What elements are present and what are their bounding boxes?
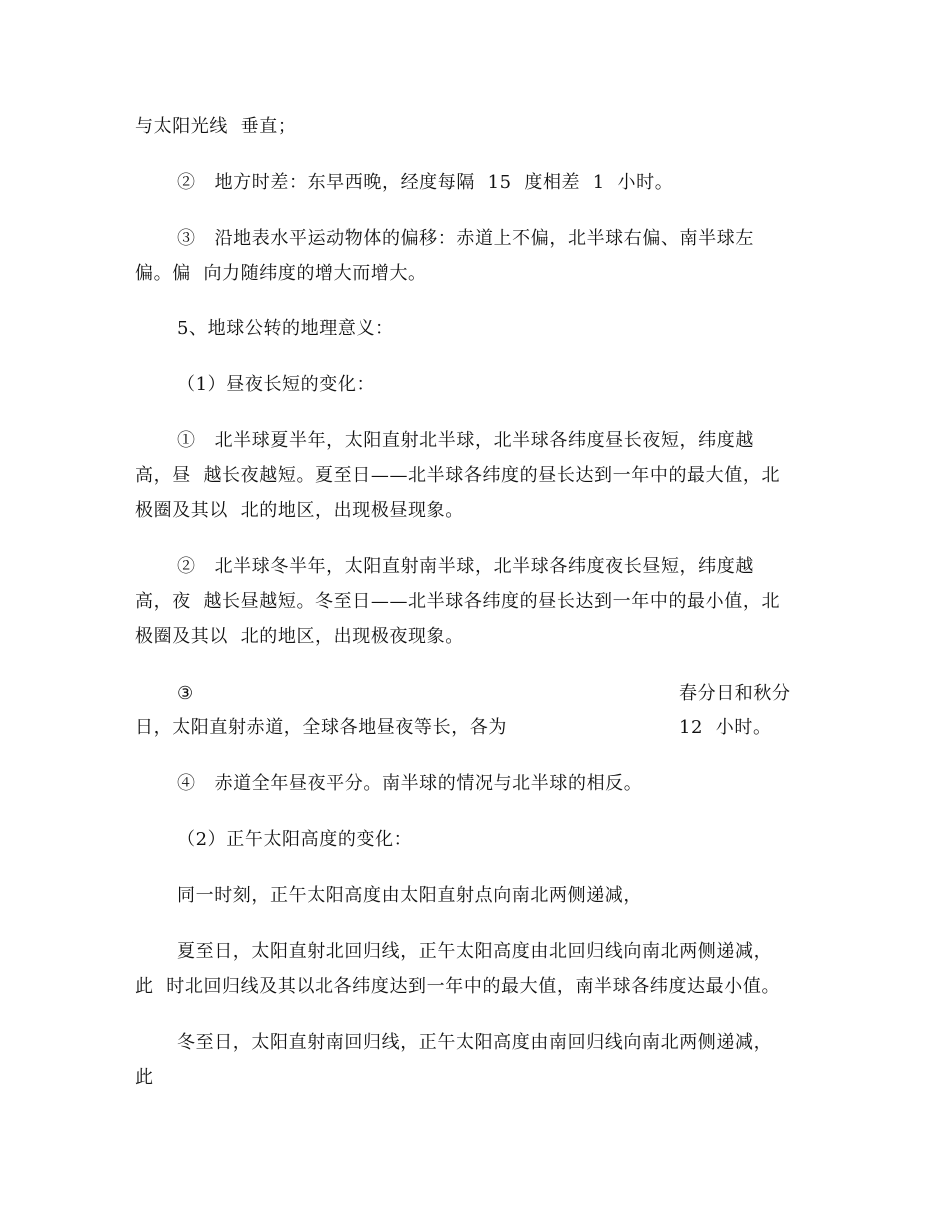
- text-line: 极圈及其以 北的地区，出现极昼现象。: [135, 500, 464, 521]
- text-line: ② 北半球冬半年，太阳直射南半球，北半球各纬度夜长昼短，纬度越: [177, 556, 754, 577]
- text-line: 此 时北回归线及其以北各纬度达到一年中的最大值，南半球各纬度达最小值。: [135, 976, 781, 997]
- text-fragment: 12 小时。: [679, 717, 772, 738]
- text-line: 高，昼 越长夜越短。夏至日——北半球各纬度的昼长达到一年中的最大值，北: [135, 465, 781, 486]
- text-line: 偏。偏 向力随纬度的增大而增大。: [135, 263, 427, 284]
- text-line: 高，夜 越长昼越短。冬至日——北半球各纬度的昼长达到一年中的最小值，北: [135, 591, 781, 612]
- text-line: ③ 沿地表水平运动物体的偏移：赤道上不偏，北半球右偏、南半球左: [177, 228, 754, 249]
- subsection-heading: （1）昼夜长短的变化：: [177, 374, 376, 395]
- text-line: 日，太阳直射赤道，全球各地昼夜等长，各为: [135, 717, 507, 738]
- text-fragment: 春分日和秋分: [679, 683, 791, 704]
- subsection-heading: （2）正午太阳高度的变化：: [177, 829, 413, 850]
- text-line: 极圈及其以 北的地区，出现极夜现象。: [135, 626, 464, 647]
- section-heading: 5、地球公转的地理意义：: [177, 318, 394, 339]
- text-line: ④ 赤道全年昼夜平分。南半球的情况与北半球的相反。: [177, 773, 643, 794]
- text-line: 冬至日，太阳直射南回归线，正午太阳高度由南回归线向南北两侧递减，: [177, 1032, 773, 1053]
- text-line: 与太阳光线 垂直；: [135, 116, 297, 137]
- text-line: ② 地方时差：东早西晚，经度每隔 15 度相差 1 小时。: [177, 172, 674, 193]
- list-marker: ③: [177, 683, 194, 704]
- text-line: 同一时刻，正午太阳高度由太阳直射点向南北两侧递减，: [177, 885, 642, 906]
- text-line: 夏至日，太阳直射北回归线，正午太阳高度由北回归线向南北两侧递减，: [177, 941, 773, 962]
- text-line: 此: [135, 1067, 154, 1088]
- text-line: ① 北半球夏半年，太阳直射北半球，北半球各纬度昼长夜短，纬度越: [177, 430, 754, 451]
